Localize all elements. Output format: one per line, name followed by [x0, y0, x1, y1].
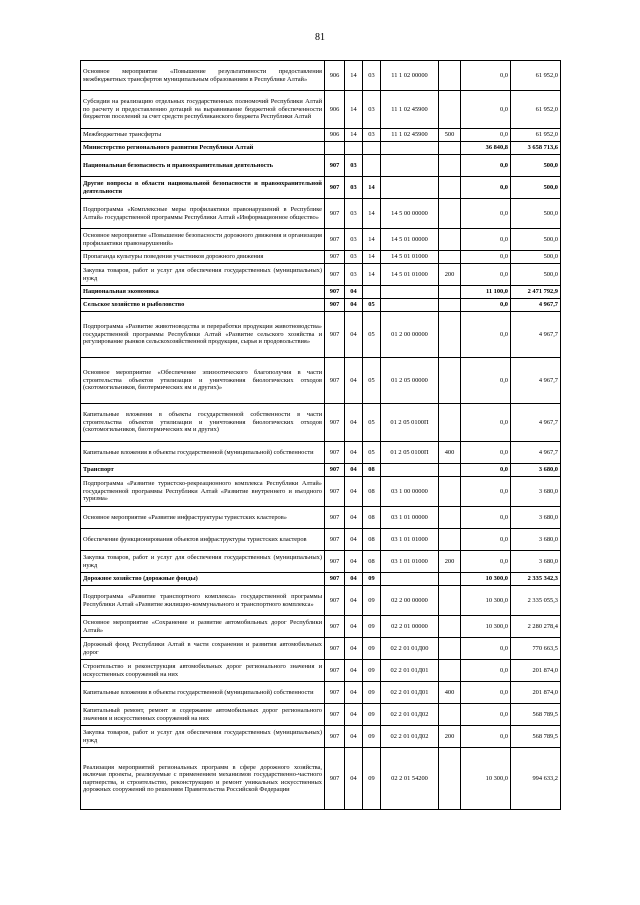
row-name: Реализация мероприятий региональных программ в сфере дорожного хозяйства, включая проекты, реализуемые с применением механизмов государственно-частного партнерства, и строительство, реконструкцию и ремонт уникальных искусственных дорожных сооружений по решениям Правительства Российской Федерации	[81, 748, 325, 810]
row-ministry-code: 907	[325, 299, 345, 312]
row-section: 04	[345, 477, 363, 507]
row-name: Транспорт	[81, 464, 325, 477]
row-target-article	[381, 573, 439, 586]
row-section: 04	[345, 704, 363, 726]
row-name: Капитальные вложения в объекты государственной (муниципальной) собственности	[81, 442, 325, 464]
row-expense-type	[439, 312, 461, 358]
row-expense-type	[439, 142, 461, 155]
table-row	[81, 477, 561, 507]
row-section: 04	[345, 682, 363, 704]
row-section: 04	[345, 638, 363, 660]
row-name: Национальная экономика	[81, 286, 325, 299]
row-section: 03	[345, 229, 363, 251]
row-expense-type	[439, 155, 461, 177]
row-subsection: 03	[363, 129, 381, 142]
row-target-article: 14 5 01 01000	[381, 251, 439, 264]
row-amount-2: 568 789,5	[511, 704, 561, 726]
row-amount-1: 0,0	[461, 61, 511, 91]
row-subsection: 09	[363, 748, 381, 810]
row-amount-2: 4 967,7	[511, 442, 561, 464]
row-amount-2: 3 680,0	[511, 529, 561, 551]
row-target-article: 03 1 00 00000	[381, 477, 439, 507]
table-row	[81, 312, 561, 358]
table-row	[81, 638, 561, 660]
row-amount-2: 3 680,0	[511, 507, 561, 529]
row-name: Пропаганда культуры поведения участников дорожного движения	[81, 251, 325, 264]
row-target-article: 01 2 05 0100П	[381, 442, 439, 464]
row-amount-1: 0,0	[461, 404, 511, 442]
row-amount-1: 10 300,0	[461, 573, 511, 586]
table-row	[81, 551, 561, 573]
row-expense-type	[439, 91, 461, 129]
table-row	[81, 264, 561, 286]
row-name: Национальная безопасность и правоохранительная деятельность	[81, 155, 325, 177]
table-row	[81, 286, 561, 299]
row-ministry-code: 907	[325, 616, 345, 638]
row-ministry-code	[325, 142, 345, 155]
row-amount-1: 0,0	[461, 177, 511, 199]
row-name: Министерство регионального развития Республики Алтай	[81, 142, 325, 155]
row-name: Обеспечение функционирования объектов инфраструктуры туристских кластеров	[81, 529, 325, 551]
row-section: 04	[345, 299, 363, 312]
table-row	[81, 507, 561, 529]
row-section: 04	[345, 358, 363, 404]
row-section: 03	[345, 199, 363, 229]
row-expense-type	[439, 573, 461, 586]
row-name: Межбюджетные трансферты	[81, 129, 325, 142]
row-section: 04	[345, 286, 363, 299]
row-expense-type	[439, 586, 461, 616]
row-ministry-code: 907	[325, 748, 345, 810]
row-name: Капитальные вложения в объекты государственной (муниципальной) собственности	[81, 682, 325, 704]
row-target-article: 11 1 02 45900	[381, 91, 439, 129]
row-amount-1: 0,0	[461, 129, 511, 142]
row-subsection	[363, 142, 381, 155]
table-row	[81, 404, 561, 442]
row-section: 03	[345, 177, 363, 199]
row-section: 04	[345, 748, 363, 810]
row-section: 03	[345, 251, 363, 264]
row-amount-2: 568 789,5	[511, 726, 561, 748]
row-section: 04	[345, 660, 363, 682]
row-subsection: 09	[363, 704, 381, 726]
row-subsection: 08	[363, 507, 381, 529]
table-row	[81, 616, 561, 638]
row-ministry-code: 907	[325, 264, 345, 286]
row-amount-2: 500,0	[511, 199, 561, 229]
table-row	[81, 358, 561, 404]
row-subsection: 08	[363, 529, 381, 551]
table-row	[81, 299, 561, 312]
row-expense-type: 400	[439, 682, 461, 704]
row-subsection: 05	[363, 312, 381, 358]
row-subsection: 14	[363, 264, 381, 286]
table-row	[81, 586, 561, 616]
row-section: 04	[345, 464, 363, 477]
row-amount-1: 0,0	[461, 312, 511, 358]
row-amount-1: 10 300,0	[461, 616, 511, 638]
row-ministry-code: 907	[325, 660, 345, 682]
row-target-article: 03 1 01 01000	[381, 529, 439, 551]
row-ministry-code: 907	[325, 507, 345, 529]
row-subsection: 09	[363, 682, 381, 704]
row-amount-1: 0,0	[461, 155, 511, 177]
row-subsection: 08	[363, 464, 381, 477]
row-ministry-code: 907	[325, 286, 345, 299]
row-amount-2: 500,0	[511, 177, 561, 199]
row-ministry-code: 907	[325, 251, 345, 264]
row-section: 14	[345, 129, 363, 142]
row-ministry-code: 907	[325, 464, 345, 477]
row-amount-1: 0,0	[461, 551, 511, 573]
row-amount-2: 4 967,7	[511, 299, 561, 312]
row-amount-2: 3 658 713,6	[511, 142, 561, 155]
table-row	[81, 573, 561, 586]
row-expense-type	[439, 177, 461, 199]
row-target-article: 02 2 01 01Д02	[381, 726, 439, 748]
row-amount-1: 0,0	[461, 91, 511, 129]
row-expense-type	[439, 748, 461, 810]
row-target-article: 02 2 01 54200	[381, 748, 439, 810]
table-row	[81, 129, 561, 142]
row-ministry-code: 907	[325, 704, 345, 726]
row-name: Сельское хозяйство и рыболовство	[81, 299, 325, 312]
row-target-article: 02 2 01 01Д02	[381, 704, 439, 726]
row-amount-1: 0,0	[461, 682, 511, 704]
row-name: Строительство и реконструкция автомобильных дорог регионального значения и искусственных сооружений на них	[81, 660, 325, 682]
row-ministry-code: 907	[325, 573, 345, 586]
row-target-article: 01 2 00 00000	[381, 312, 439, 358]
row-ministry-code: 907	[325, 726, 345, 748]
row-target-article: 01 2 05 00000	[381, 358, 439, 404]
row-ministry-code: 907	[325, 199, 345, 229]
row-expense-type	[439, 464, 461, 477]
row-subsection: 14	[363, 251, 381, 264]
row-expense-type: 400	[439, 442, 461, 464]
row-subsection: 03	[363, 61, 381, 91]
row-target-article: 14 5 01 01000	[381, 264, 439, 286]
row-target-article	[381, 299, 439, 312]
row-name: Подпрограмма «Комплексные меры профилактики правонарушений в Республике Алтай» государственной программы Республики Алтай «Информационное общество»	[81, 199, 325, 229]
row-ministry-code: 907	[325, 477, 345, 507]
row-expense-type: 200	[439, 726, 461, 748]
row-expense-type	[439, 507, 461, 529]
row-subsection: 03	[363, 91, 381, 129]
row-expense-type	[439, 229, 461, 251]
row-expense-type	[439, 529, 461, 551]
row-name: Субсидии на реализацию отдельных государственных полномочий Республики Алтай по расчету и предоставлению дотаций на выравнивание бюджетной обеспеченности бюджетов поселений за счет средств республиканского бюджета Республики Алтай	[81, 91, 325, 129]
row-amount-2: 994 633,2	[511, 748, 561, 810]
row-amount-2: 2 280 278,4	[511, 616, 561, 638]
row-ministry-code: 906	[325, 129, 345, 142]
row-target-article	[381, 286, 439, 299]
row-amount-1: 0,0	[461, 507, 511, 529]
row-amount-2: 3 680,0	[511, 477, 561, 507]
row-target-article: 02 2 01 01Д00	[381, 638, 439, 660]
row-expense-type	[439, 251, 461, 264]
row-amount-1: 11 100,0	[461, 286, 511, 299]
row-subsection: 05	[363, 404, 381, 442]
row-target-article: 14 5 01 00000	[381, 229, 439, 251]
row-expense-type: 200	[439, 551, 461, 573]
row-subsection: 09	[363, 573, 381, 586]
row-amount-1: 0,0	[461, 726, 511, 748]
row-subsection: 05	[363, 358, 381, 404]
row-name: Дорожное хозяйство (дорожные фонды)	[81, 573, 325, 586]
row-ministry-code: 907	[325, 155, 345, 177]
row-ministry-code: 907	[325, 229, 345, 251]
row-amount-2: 61 952,0	[511, 129, 561, 142]
row-section: 04	[345, 616, 363, 638]
row-name: Основное мероприятие «Обеспечение эпизоотического благополучия в части строительства объектов утилизации и уничтожения биологических отходов (скотомогильников, биотермических ям и других)»	[81, 358, 325, 404]
row-target-article: 03 1 01 01000	[381, 551, 439, 573]
row-target-article: 03 1 01 00000	[381, 507, 439, 529]
row-ministry-code: 907	[325, 638, 345, 660]
row-amount-2: 2 335 342,3	[511, 573, 561, 586]
row-section: 04	[345, 312, 363, 358]
row-subsection	[363, 155, 381, 177]
row-amount-2: 201 874,0	[511, 682, 561, 704]
row-ministry-code: 907	[325, 177, 345, 199]
row-ministry-code: 907	[325, 682, 345, 704]
table-row	[81, 726, 561, 748]
row-name: Подпрограмма «Развитие транспортного комплекса» государственной программы Республики Алтай «Развитие жилищно-коммунального и транспортного комплекса»	[81, 586, 325, 616]
row-section: 04	[345, 586, 363, 616]
row-amount-1: 0,0	[461, 660, 511, 682]
row-section: 04	[345, 404, 363, 442]
row-amount-2: 2 471 792,9	[511, 286, 561, 299]
row-amount-1: 0,0	[461, 477, 511, 507]
row-amount-1: 0,0	[461, 251, 511, 264]
row-name: Закупка товаров, работ и услуг для обеспечения государственных (муниципальных) нужд	[81, 551, 325, 573]
row-section: 04	[345, 551, 363, 573]
row-amount-2: 3 680,0	[511, 464, 561, 477]
table-row	[81, 748, 561, 810]
row-subsection: 09	[363, 660, 381, 682]
row-amount-1: 0,0	[461, 529, 511, 551]
row-name: Основное мероприятие «Развитие инфраструктуры туристских кластеров»	[81, 507, 325, 529]
row-name: Основное мероприятие «Повышение результативности предоставления межбюджетных трансфертов муниципальным образованиям в Республике Алтай»	[81, 61, 325, 91]
table-row	[81, 91, 561, 129]
row-name: Закупка товаров, работ и услуг для обеспечения государственных (муниципальных) нужд	[81, 726, 325, 748]
row-amount-1: 0,0	[461, 638, 511, 660]
row-subsection: 08	[363, 551, 381, 573]
table-row	[81, 682, 561, 704]
row-expense-type	[439, 61, 461, 91]
table-row	[81, 442, 561, 464]
row-amount-1: 0,0	[461, 464, 511, 477]
table-row	[81, 177, 561, 199]
page-number: 81	[315, 32, 325, 43]
row-section: 14	[345, 61, 363, 91]
row-name: Закупка товаров, работ и услуг для обеспечения государственных (муниципальных) нужд	[81, 264, 325, 286]
row-expense-type	[439, 638, 461, 660]
row-expense-type	[439, 616, 461, 638]
row-ministry-code: 907	[325, 404, 345, 442]
row-subsection: 09	[363, 616, 381, 638]
row-amount-1: 0,0	[461, 229, 511, 251]
row-amount-2: 4 967,7	[511, 358, 561, 404]
row-name: Другие вопросы в области национальной безопасности и правоохранительной деятельности	[81, 177, 325, 199]
row-expense-type	[439, 199, 461, 229]
row-expense-type	[439, 404, 461, 442]
row-name: Капитальный ремонт, ремонт и содержание автомобильных дорог регионального значения и искусственных сооружений на них	[81, 704, 325, 726]
row-subsection: 08	[363, 477, 381, 507]
row-amount-2: 4 967,7	[511, 312, 561, 358]
row-expense-type	[439, 299, 461, 312]
row-target-article: 14 5 00 00000	[381, 199, 439, 229]
row-name: Основное мероприятие «Повышение безопасности дорожного движения и организация профилактики правонарушений»	[81, 229, 325, 251]
row-target-article: 11 1 02 45900	[381, 129, 439, 142]
row-amount-2: 500,0	[511, 155, 561, 177]
row-subsection: 09	[363, 726, 381, 748]
row-amount-1: 0,0	[461, 199, 511, 229]
row-ministry-code: 907	[325, 551, 345, 573]
row-ministry-code: 907	[325, 358, 345, 404]
row-expense-type: 500	[439, 129, 461, 142]
row-subsection: 14	[363, 177, 381, 199]
row-amount-1: 0,0	[461, 299, 511, 312]
row-amount-2: 4 967,7	[511, 404, 561, 442]
row-amount-2: 3 680,0	[511, 551, 561, 573]
table-row	[81, 199, 561, 229]
row-target-article: 02 2 00 00000	[381, 586, 439, 616]
row-expense-type	[439, 286, 461, 299]
row-section: 04	[345, 442, 363, 464]
row-subsection: 14	[363, 199, 381, 229]
row-section: 03	[345, 155, 363, 177]
row-name: Основное мероприятие «Сохранение и развитие автомобильных дорог Республики Алтай»	[81, 616, 325, 638]
row-expense-type: 200	[439, 264, 461, 286]
row-ministry-code: 906	[325, 61, 345, 91]
row-amount-2: 500,0	[511, 229, 561, 251]
row-subsection: 05	[363, 442, 381, 464]
row-ministry-code: 907	[325, 442, 345, 464]
row-target-article	[381, 155, 439, 177]
row-expense-type	[439, 704, 461, 726]
table-row	[81, 142, 561, 155]
row-subsection: 05	[363, 299, 381, 312]
row-ministry-code: 906	[325, 91, 345, 129]
table-row	[81, 61, 561, 91]
row-target-article: 02 2 01 00000	[381, 616, 439, 638]
row-name: Подпрограмма «Развитие туристско-рекреационного комплекса Республики Алтай» государственной программы Республики Алтай «Развитие внутреннего и въездного туризма»	[81, 477, 325, 507]
row-ministry-code: 907	[325, 312, 345, 358]
row-expense-type	[439, 477, 461, 507]
row-target-article: 02 2 01 01Д01	[381, 682, 439, 704]
row-expense-type	[439, 660, 461, 682]
row-amount-1: 0,0	[461, 704, 511, 726]
row-subsection	[363, 286, 381, 299]
table-row	[81, 251, 561, 264]
table-row	[81, 704, 561, 726]
row-target-article: 02 2 01 01Д01	[381, 660, 439, 682]
row-target-article: 11 1 02 00000	[381, 61, 439, 91]
row-amount-2: 201 874,0	[511, 660, 561, 682]
row-ministry-code: 907	[325, 586, 345, 616]
row-section: 03	[345, 264, 363, 286]
row-amount-2: 770 663,5	[511, 638, 561, 660]
row-target-article: 01 2 05 0100П	[381, 404, 439, 442]
row-amount-1: 10 300,0	[461, 748, 511, 810]
row-amount-2: 500,0	[511, 251, 561, 264]
row-target-article	[381, 142, 439, 155]
row-section: 04	[345, 726, 363, 748]
row-name: Подпрограмма «Развитие животноводства и переработки продукции животноводства» государственной программы Республики Алтай «Развитие сельского хозяйства и регулирование рынков сельскохозяйственной продукции, сырья и продовольствия»	[81, 312, 325, 358]
row-amount-1: 36 840,8	[461, 142, 511, 155]
row-amount-2: 2 335 055,3	[511, 586, 561, 616]
row-subsection: 09	[363, 586, 381, 616]
row-section: 04	[345, 529, 363, 551]
row-section: 04	[345, 573, 363, 586]
table-row	[81, 464, 561, 477]
row-section	[345, 142, 363, 155]
table-row	[81, 229, 561, 251]
table-row	[81, 529, 561, 551]
row-section: 04	[345, 507, 363, 529]
row-subsection: 14	[363, 229, 381, 251]
budget-table	[80, 60, 561, 810]
row-subsection: 09	[363, 638, 381, 660]
row-amount-2: 61 952,0	[511, 91, 561, 129]
row-ministry-code: 907	[325, 529, 345, 551]
row-amount-1: 10 300,0	[461, 586, 511, 616]
row-amount-1: 0,0	[461, 264, 511, 286]
table-row	[81, 155, 561, 177]
row-target-article	[381, 464, 439, 477]
row-target-article	[381, 177, 439, 199]
row-expense-type	[439, 358, 461, 404]
table-row	[81, 660, 561, 682]
row-name: Капитальные вложения в объекты государственной собственности в части строительства объектов утилизации и уничтожения биологических отходов (скотомогильников, биотермических ям и других)	[81, 404, 325, 442]
row-name: Дорожный фонд Республики Алтай в части сохранения и развития автомобильных дорог	[81, 638, 325, 660]
row-amount-2: 61 952,0	[511, 61, 561, 91]
row-amount-1: 0,0	[461, 358, 511, 404]
row-amount-1: 0,0	[461, 442, 511, 464]
row-section: 14	[345, 91, 363, 129]
row-amount-2: 500,0	[511, 264, 561, 286]
